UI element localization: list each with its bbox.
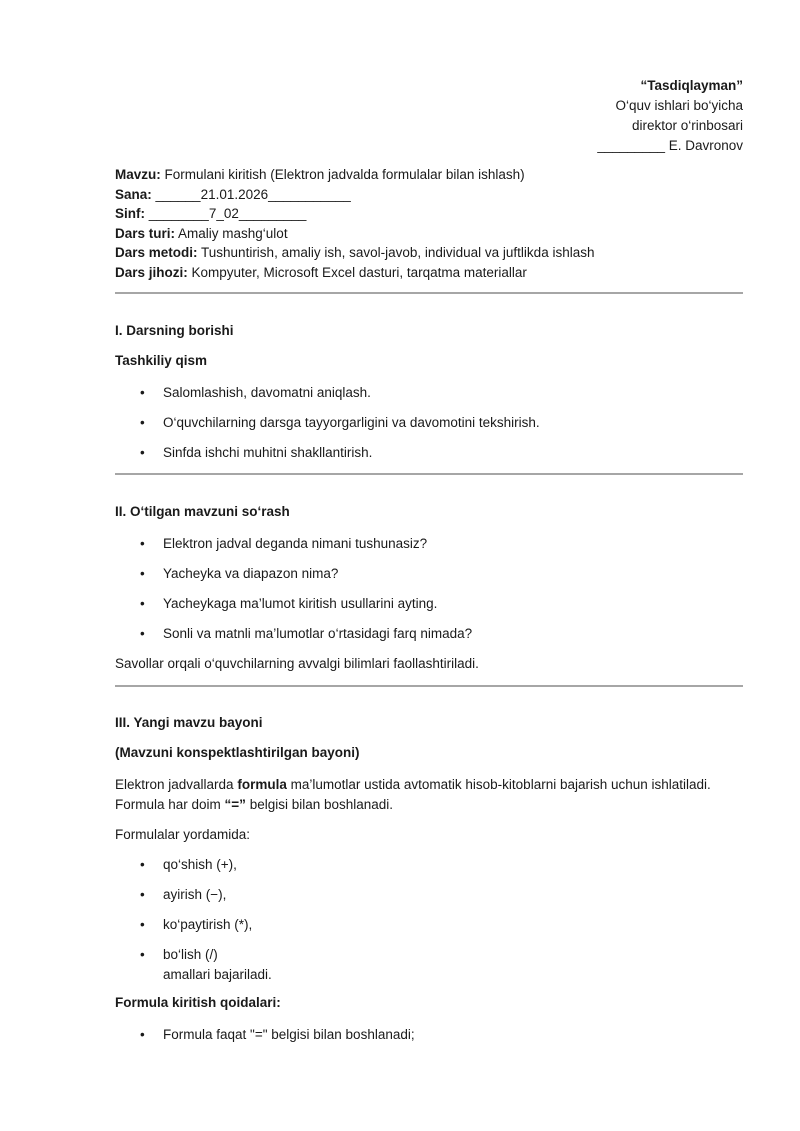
section-heading: I. Darsning borishi (115, 323, 234, 338)
meta-value: ________7_02_________ (145, 206, 307, 222)
meta-sana (115, 185, 594, 205)
term-formula: formula (237, 777, 287, 792)
term-equals: “=” (224, 796, 246, 812)
meta-mavzu (115, 165, 594, 185)
section-heading: II. O‘tilgan mavzuni so‘rash (115, 504, 290, 519)
meta-value: Amaliy mashg‘ulot (175, 225, 288, 241)
paragraph (115, 775, 743, 814)
bullet-icon: • (140, 415, 145, 430)
bullet-icon: • (140, 917, 145, 932)
approval-line: O‘quv ishlari bo‘yicha (615, 98, 743, 113)
bullet-icon: • (140, 887, 145, 902)
divider (115, 473, 743, 475)
bullet-icon: • (140, 445, 145, 460)
bullet-icon: • (140, 947, 145, 962)
paragraph-line: Formula har doim “=” belgisi bilan boshlanadi. (115, 796, 394, 812)
divider (115, 685, 743, 687)
meta-label: Dars metodi: (115, 245, 198, 261)
section-heading: III. Yangi mavzu bayoni (115, 715, 263, 730)
approval-line: direktor o‘rinbosari (631, 118, 743, 133)
meta-value: Tushuntirish, amaliy ish, savol-javob, individual va juftlikda ishlash (197, 245, 595, 261)
divider (115, 292, 743, 294)
paragraph-line: Elektron jadvallarda formula ma’lumotlar ustida avtomatik hisob-kitoblarni bajarish uchun ishlatiladi. (115, 777, 711, 792)
approval-signature: _________ E. Davronov (597, 138, 743, 153)
meta-sinf (115, 204, 594, 224)
lesson-meta (115, 165, 594, 283)
approval-title: “Tasdiqlayman” (640, 78, 743, 93)
section-summary: Savollar orqali o‘quvchilarning avvalgi bilimlari faollashtiriladi. (115, 656, 479, 671)
section-subheading: (Mavzuni konspektlashtirilgan bayoni) (115, 745, 360, 760)
meta-turi (115, 224, 594, 244)
meta-label: Dars jihozi: (115, 264, 188, 280)
bullet-icon: • (140, 626, 145, 641)
meta-label: Mavzu: (115, 167, 161, 182)
meta-label: Sana: (115, 186, 152, 202)
bullet-icon: • (140, 536, 145, 551)
bullet-icon: • (140, 857, 145, 872)
section-subheading: Tashkiliy qism (115, 353, 208, 368)
meta-label: Sinf: (115, 206, 145, 222)
section-subheading: Formula kiritish qoidalari: (115, 995, 281, 1010)
meta-label: Dars turi: (115, 225, 176, 241)
paragraph: Formulalar yordamida: (115, 827, 251, 842)
document-page: “Tasdiqlayman” O‘quv ishlari bo‘yicha direktor o‘rinbosari _________ E. Davronov Mavzu: Formulani kiritish (Elektron jadvalda formulalar bilan ishlash) Sana: ______21.01.2026___________ Sinf: ________7_02_________ Dars turi: Amaliy mashg‘ulot Dars metodi: Tushuntirish, amaliy ish, savol-javob, individual va juftlikda ishlash Dars jihozi: Kompyuter, Microsoft Excel dasturi, tarqatma materiallar I. Darsning borishi Tashkiliy qism • Salomlashish, davomatni aniqlash. • O‘quvchilarning darsga tayyorgarligini va davomotini tekshirish. • Sinfda ishchi muhitni shakllantirish. II. O‘tilgan mavzuni so‘rash • Elektron jadval deganda nimani tushunasiz? • Yacheyka va diapazon nima? • Yacheykaga ma’lumot kiritish usullarini ayting. • Sonli va matnli ma’lumotlar o‘rtasidagi farq nimada? Savollar orqali o‘quvchilarning avvalgi bilimlari faollashtiriladi. III. Yangi mavzu bayoni (Mavzuni konspektlashtirilgan bayoni) Elektron jadvallarda formula ma’lumotlar ustida avtomatik hisob-kitoblarni bajarish uchun ishlatiladi. Formula har doim “=” belgisi bilan boshlanadi. Formulalar yordamida: • qo‘shish (+), • ayirish (−), • ko‘paytirish (*), • bo‘lish (/) amallari bajariladi. Formula kiritish qoidalari: • Formula faqat "=" belgisi bilan boshlanadi; (0, 0, 800, 1131)
meta-value: ______21.01.2026___________ (151, 186, 351, 202)
bullet-icon: • (140, 596, 145, 611)
meta-metodi (115, 243, 594, 263)
bullet-icon: • (140, 1027, 145, 1042)
meta-value: Kompyuter, Microsoft Excel dasturi, tarqatma materiallar (187, 264, 527, 280)
bullet-icon: • (140, 566, 145, 581)
approval-block (597, 76, 743, 156)
meta-jihozi (115, 263, 594, 283)
bullet-icon: • (140, 385, 145, 400)
meta-value: Formulani kiritish (Elektron jadvalda formulalar bilan ishlash) (160, 167, 525, 182)
